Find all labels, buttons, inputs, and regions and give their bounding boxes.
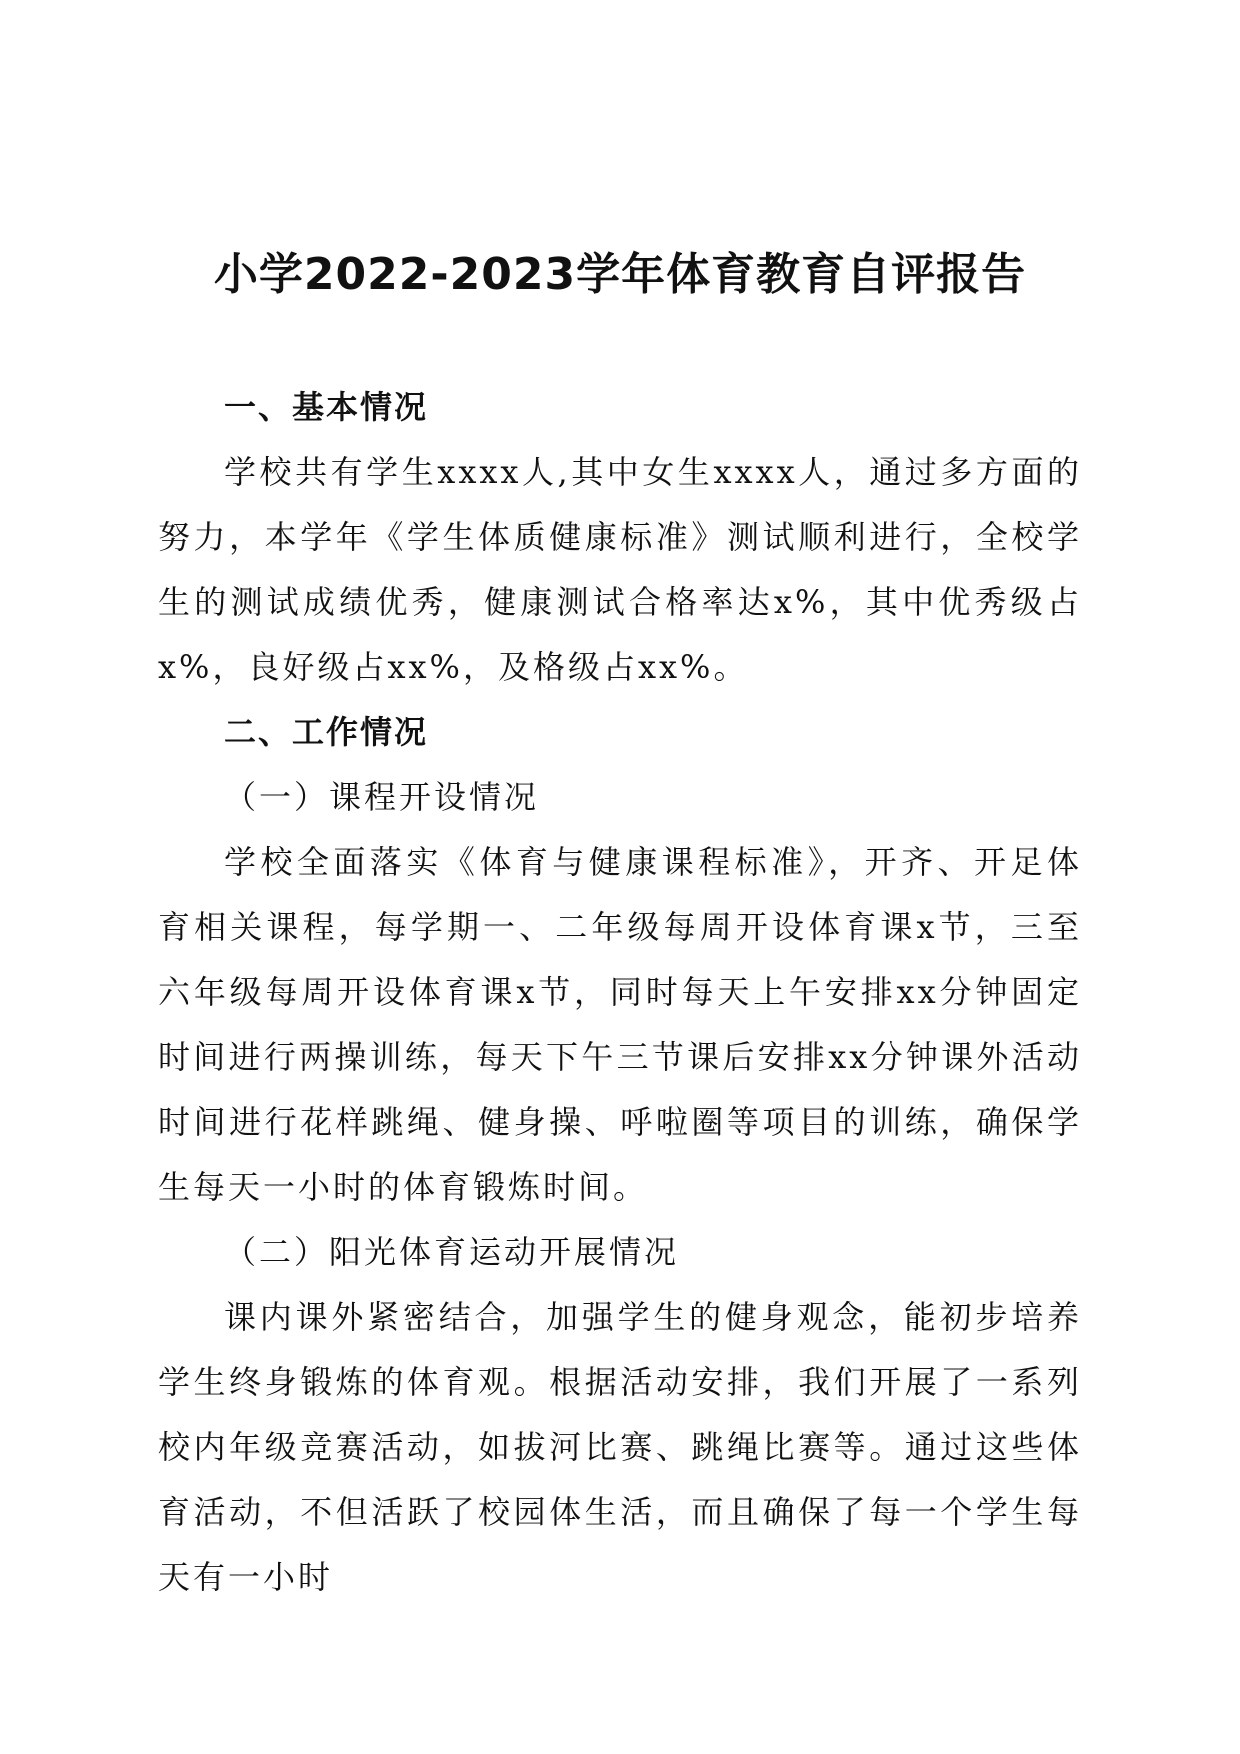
- paragraph-courses: 学校全面落实《体育与健康课程标准》，开齐、开足体育相关课程，每学期一、二年级每周开设体育课x节，三至六年级每周开设体育课x节，同时每天上午安排xx分钟固定时间进行两操训练，每天下午三节课后安排xx分钟课外活动时间进行花样跳绳、健身操、呼啦圈等项目的训练，确保学生每天一小时的体育锻炼时间。: [158, 843, 1082, 1206]
- paragraph-basic-info: 学校共有学生xxxx人,其中女生xxxx人，通过多方面的努力，本学年《学生体质健康标准》测试顺利进行，全校学生的测试成绩优秀，健康测试合格率达x%，其中优秀级占x%，良好级占xx%，及格级占xx%。: [158, 453, 1082, 686]
- document-body: [158, 375, 1082, 1610]
- subsection-heading-sunshine-sports: （二）阳光体育运动开展情况: [224, 1233, 680, 1271]
- paragraph-sunshine-sports: 课内课外紧密结合，加强学生的健身观念，能初步培养学生终身锻炼的体育观。根据活动安排，我们开展了一系列校内年级竞赛活动，如拔河比赛、跳绳比赛等。通过这些体育活动，不但活跃了校园体生活，而且确保了每一个学生每天有一小时: [158, 1298, 1082, 1596]
- subsection-heading-courses: （一）课程开设情况: [224, 778, 540, 816]
- document-title: 小学2022-2023学年体育教育自评报告: [213, 249, 1027, 300]
- section-heading-work: 二、工作情况: [224, 713, 429, 751]
- section-heading-basic: 一、基本情况: [224, 388, 429, 426]
